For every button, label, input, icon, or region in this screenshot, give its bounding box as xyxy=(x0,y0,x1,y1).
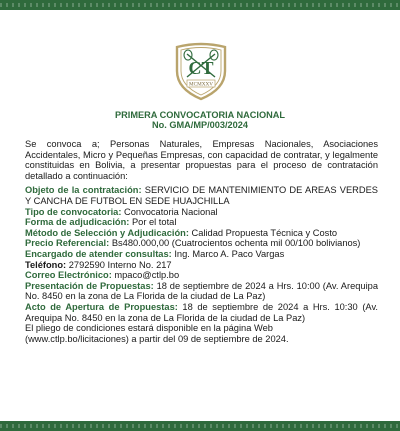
precio-label: Precio Referencial: xyxy=(25,238,110,249)
objeto-value: SERVICIO DE MANTENIMIENTO DE AREAS VERDES Y CANCHA DE FUTBOL EN SEDE HUAJCHILLA xyxy=(25,185,378,206)
notice-number: No. GMA/MP/003/2024 xyxy=(152,120,248,130)
encargado-row xyxy=(25,249,378,260)
tipo-label: Tipo de convocatoria: xyxy=(25,206,122,217)
svg-text:CT: CT xyxy=(188,58,214,78)
tipo-row xyxy=(25,207,378,218)
correo-value: mpaco@ctlp.bo xyxy=(111,270,180,281)
presentacion-row xyxy=(25,281,378,302)
presentacion-label: Presentación de Propuestas: xyxy=(25,280,154,291)
metodo-label: Método de Selección y Adjudicación: xyxy=(25,227,189,238)
telefono-value: 2792590 Interno No. 217 xyxy=(66,259,172,270)
apertura-row xyxy=(25,302,378,323)
forma-value: Por el total xyxy=(129,217,177,228)
presentacion-value: 18 de septiembre de 2024 a Hrs. 10:00 (Av. Arequipa No. 8450 en la zona de La Florida de la ciudad de La Paz) xyxy=(25,280,378,302)
intro-paragraph: Se convoca a; Personas Naturales, Empresas Nacionales, Asociaciones Accidentales, Micro y Pequeñas Empresas, con capacidad de contratar, y legalmente constituidas en Bolivia, a presentar propuestas para el proceso de contratación detallado a continuación: xyxy=(25,139,378,181)
tipo-value: Convocatoria Nacional xyxy=(121,206,218,217)
encargado-label: Encargado de atender consultas: xyxy=(25,248,172,259)
club-crest-logo xyxy=(173,41,229,101)
forma-row xyxy=(25,217,378,228)
metodo-value: Calidad Propuesta Técnica y Costo xyxy=(188,227,338,238)
apertura-label: Acto de Apertura de Propuestas: xyxy=(25,301,178,312)
objeto-label: Objeto de la contratación: xyxy=(25,185,142,196)
forma-label: Forma de adjudicación: xyxy=(25,217,130,228)
notice-title: PRIMERA CONVOCATORIA NACIONAL xyxy=(115,110,285,120)
footer-paragraph: El pliego de condiciones estará disponible en la página Web (www.ctlp.bo/licitaciones) a partir del 09 de septiembre de 2024. xyxy=(25,323,289,344)
notice-body xyxy=(25,139,378,344)
bottom-border-band xyxy=(0,421,400,431)
metodo-row xyxy=(25,228,378,239)
telefono-label: Teléfono: xyxy=(25,259,67,270)
top-border-band xyxy=(0,0,400,10)
precio-value: Bs480.000,00 (Cuatrocientos ochenta mil 00/100 bolivianos) xyxy=(109,238,361,249)
telefono-row xyxy=(25,260,378,271)
logo-roman-numeral: MCMXXV xyxy=(189,81,213,88)
encargado-value: Ing. Marco A. Paco Vargas xyxy=(171,248,285,259)
correo-row xyxy=(25,270,378,281)
apertura-value: 18 de septiembre de 2024 a Hrs. 10:30 (Av. Arequipa No. 8450 en la zona de La Florida de la ciudad de La Paz) xyxy=(25,301,378,323)
correo-label: Correo Electrónico: xyxy=(25,270,112,281)
precio-row xyxy=(25,238,378,249)
objeto-row xyxy=(25,185,378,206)
